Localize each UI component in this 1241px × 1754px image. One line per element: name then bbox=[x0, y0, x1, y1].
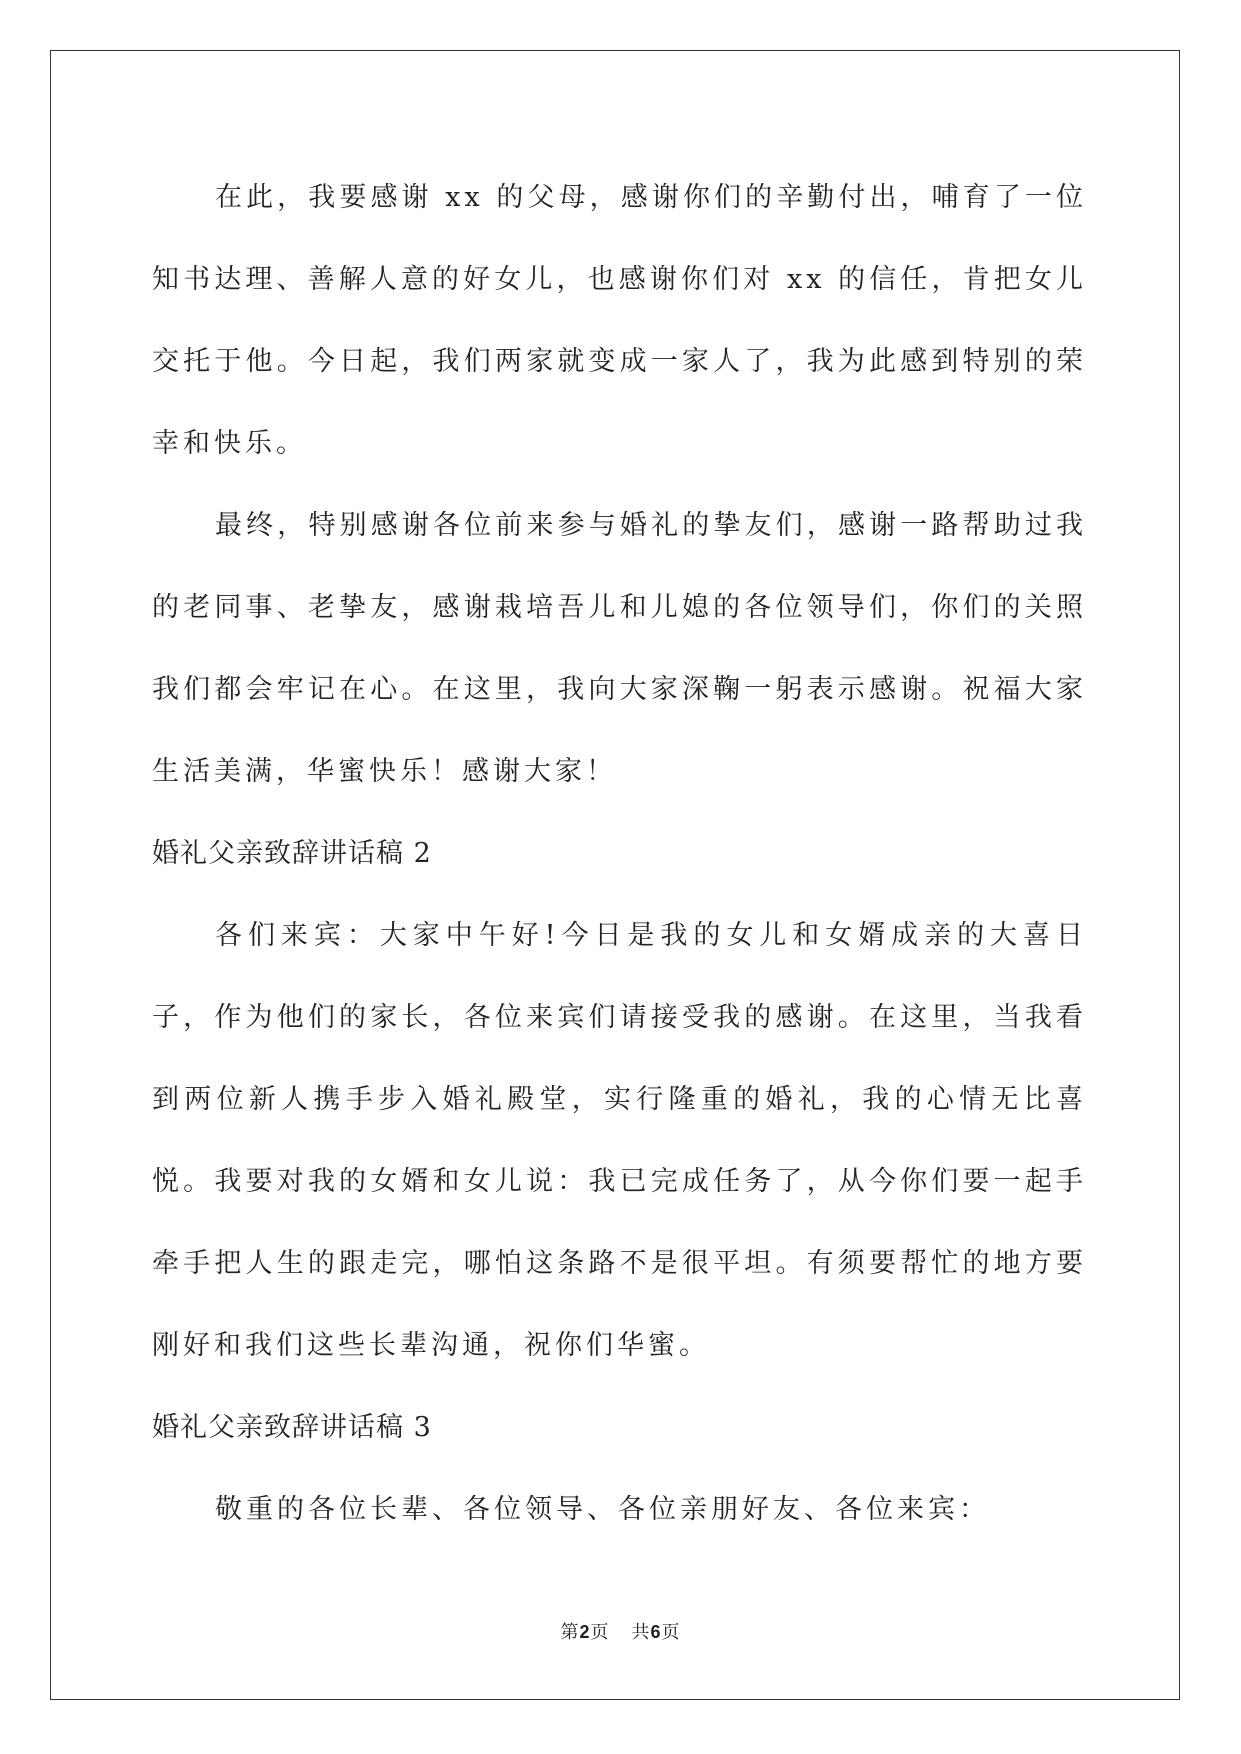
section-heading: 婚礼父亲致辞讲话稿 3 bbox=[152, 1412, 432, 1443]
document-body bbox=[152, 157, 1087, 1551]
page-suffix: 页 bbox=[590, 1622, 610, 1643]
page-prefix: 第 bbox=[560, 1622, 580, 1643]
total-prefix: 共 bbox=[631, 1622, 651, 1643]
paragraph: 在此，我要感谢 xx 的父母，感谢你们的辛勤付出，哺育了一位知书达理、善解人意的好女儿，也感谢你们对 xx 的信任，肯把女儿交托于他。今日起，我们两家就变成一家人了，我为此感到特别的荣幸和快乐。 bbox=[152, 182, 1087, 459]
total-page-number: 6 bbox=[650, 1622, 662, 1642]
paragraph: 最终，特别感谢各位前来参与婚礼的挚友们，感谢一路帮助过我的老同事、老挚友，感谢栽培吾儿和儿媳的各位领导们，你们的关照我们都会牢记在心。在这里，我向大家深鞠一躬表示感谢。祝福大家生活美满，华蜜快乐！感谢大家！ bbox=[152, 510, 1087, 787]
section-heading: 婚礼父亲致辞讲话稿 2 bbox=[152, 838, 432, 869]
total-suffix: 页 bbox=[661, 1622, 681, 1643]
page-footer bbox=[0, 1618, 1241, 1644]
current-page-number: 2 bbox=[579, 1622, 591, 1642]
paragraph: 敬重的各位长辈、各位领导、各位亲朋好友、各位来宾： bbox=[215, 1494, 990, 1525]
paragraph: 各们来宾：大家中午好!今日是我的女儿和女婿成亲的大喜日子，作为他们的家长，各位来宾们请接受我的感谢。在这里，当我看到两位新人携手步入婚礼殿堂，实行隆重的婚礼，我的心情无比喜悦。我要对我的女婿和女儿说：我已完成任务了，从今你们要一起手牵手把人生的跟走完，哪怕这条路不是很平坦。有须要帮忙的地方要刚好和我们这些长辈沟通，祝你们华蜜。 bbox=[152, 920, 1087, 1361]
